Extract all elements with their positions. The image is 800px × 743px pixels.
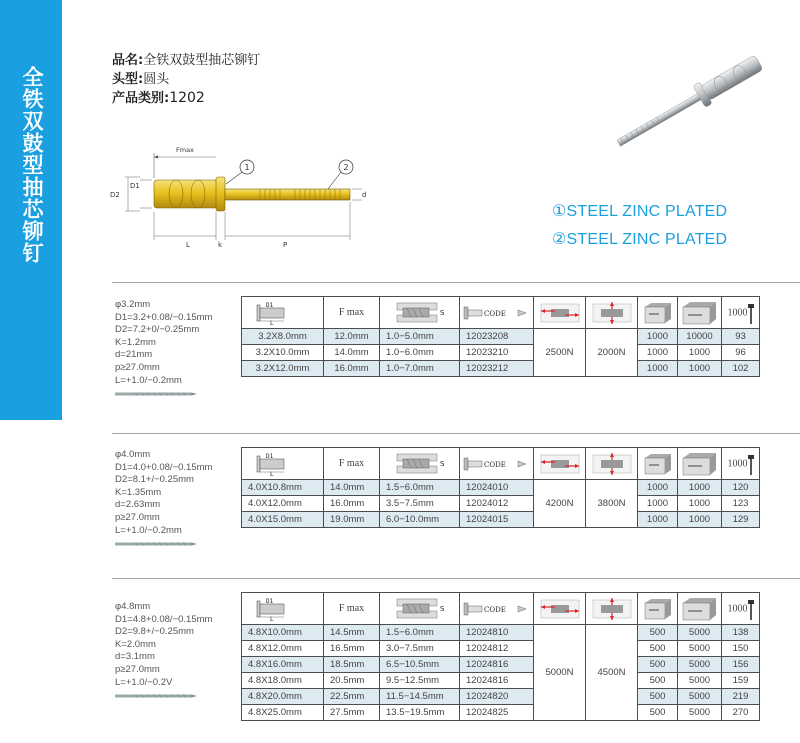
fmax-header: F max bbox=[324, 593, 380, 625]
shear-force-icon bbox=[534, 448, 586, 480]
table-header-row bbox=[242, 448, 760, 480]
d2-label: D2 bbox=[110, 191, 120, 199]
spec-line: K=2.0mm bbox=[115, 638, 156, 650]
svg-text:CODE: CODE bbox=[483, 605, 506, 614]
grip-range-icon bbox=[380, 448, 460, 480]
carton-pack-icon bbox=[678, 448, 722, 480]
box-pack-icon bbox=[638, 297, 678, 329]
table-row: 3.2X12.0mm 16.0mm 1.0−7.0mm 12023212 1000 1000 102 bbox=[242, 361, 760, 377]
spec-line: d=2.63mm bbox=[115, 499, 161, 511]
spec-line: D1=3.2+0.08/−0.15mm bbox=[115, 311, 213, 323]
spec-line: L=+1.0/−0.2mm bbox=[115, 374, 182, 386]
spec-line: D1=4.0+0.08/−0.15mm bbox=[115, 461, 213, 473]
table-row: 4.0X15.0mm 19.0mm 6.0−10.0mm 12024015 1000 1000 129 bbox=[242, 512, 760, 528]
spec-line: D2=9.8+/−0.25mm bbox=[115, 626, 194, 638]
carton-pack-icon bbox=[678, 593, 722, 625]
spec-list-4-0 bbox=[115, 449, 212, 547]
shear-force-icon bbox=[534, 297, 586, 329]
svg-text:CODE: CODE bbox=[483, 460, 506, 469]
rivet-sleeve bbox=[154, 180, 217, 208]
spec-line: K=1.2mm bbox=[115, 336, 156, 348]
box-pack-icon bbox=[638, 593, 678, 625]
svg-text:2: 2 bbox=[343, 163, 349, 172]
code-header bbox=[460, 448, 534, 480]
plating-part-1: ①STEEL ZINC PLATED bbox=[552, 203, 728, 220]
shear-value: 2500N bbox=[534, 329, 586, 377]
sidebar-title: 全铁双鼓型抽芯铆钉 bbox=[20, 66, 44, 264]
d-label: d bbox=[362, 191, 367, 199]
spec-line: φ3.2mm bbox=[115, 299, 151, 310]
l-label: L bbox=[186, 241, 190, 249]
tensile-value: 3800N bbox=[586, 480, 638, 528]
spec-line: D2=7.2+0/−0.25mm bbox=[115, 324, 200, 336]
product-info bbox=[112, 51, 260, 108]
svg-text:D1: D1 bbox=[265, 301, 273, 309]
table-row: 4.8X16.0mm 18.5mm 6.5−10.5mm 12024816 500 5000 156 bbox=[242, 657, 760, 673]
quantity-header: 1000 bbox=[722, 593, 760, 625]
spec-line: K=1.35mm bbox=[115, 486, 162, 498]
spec-list-4-8 bbox=[115, 601, 212, 699]
d1-label: D1 bbox=[130, 182, 140, 190]
svg-text:L: L bbox=[269, 470, 274, 477]
category-code: 1202 bbox=[169, 90, 205, 106]
code-header bbox=[460, 593, 534, 625]
carton-pack-icon bbox=[678, 297, 722, 329]
table-row: 4.8X12.0mm 16.5mm 3.0−7.5mm 12024812 500 5000 150 bbox=[242, 641, 760, 657]
spec-line: p≥27.0mm bbox=[115, 361, 160, 373]
head-type-line: 头型:圆头 bbox=[112, 72, 170, 87]
svg-text:CODE: CODE bbox=[483, 309, 506, 318]
product-name-line: 品名:全铁双鼓型抽芯铆钉 bbox=[112, 53, 261, 68]
mandrel bbox=[225, 189, 350, 200]
spec-line: D1=4.8+0.08/−0.15mm bbox=[115, 613, 213, 625]
spec-line: p≥27.0mm bbox=[115, 663, 160, 675]
quantity-header: 1000 bbox=[722, 297, 760, 329]
spec-table-4-8 bbox=[241, 592, 760, 721]
rivet-product-photo bbox=[598, 52, 788, 147]
table-header-row bbox=[242, 297, 760, 329]
svg-text:L: L bbox=[269, 319, 274, 326]
drill-bit-icon bbox=[115, 541, 197, 547]
tensile-value: 2000N bbox=[586, 329, 638, 377]
rivet-dimension-icon bbox=[242, 297, 324, 329]
svg-text:S: S bbox=[439, 459, 444, 468]
p-label: P bbox=[283, 241, 288, 249]
svg-text:L: L bbox=[269, 615, 274, 622]
plating-part-2: ②STEEL ZINC PLATED bbox=[552, 231, 728, 248]
spec-line: D2=8.1+/−0.25mm bbox=[115, 474, 194, 486]
spec-table-3-2 bbox=[241, 296, 760, 377]
spec-list-3-2 bbox=[115, 299, 212, 397]
table-row: 4.8X20.0mm 22.5mm 11.5−14.5mm 12024820 500 5000 219 bbox=[242, 689, 760, 705]
table-row: 4.0X10.8mm 14.0mm 1.5−6.0mm 12024010 4200N 3800N 1000 1000 120 bbox=[242, 480, 760, 496]
tensile-value: 4500N bbox=[586, 625, 638, 721]
category-line: 产品类别:1202 bbox=[112, 90, 205, 106]
table-row: 4.8X10.0mm 14.5mm 1.5−6.0mm 12024810 5000N 4500N 500 5000 138 bbox=[242, 625, 760, 641]
svg-text:D1: D1 bbox=[265, 452, 273, 460]
drill-bit-icon bbox=[115, 693, 197, 699]
table-row: 4.0X12.0mm 16.0mm 3.5−7.5mm 12024012 1000 1000 123 bbox=[242, 496, 760, 512]
sidebar-banner bbox=[0, 0, 62, 420]
drill-bit-icon bbox=[115, 391, 197, 397]
grip-range-icon bbox=[380, 593, 460, 625]
spec-line: d=21mm bbox=[115, 349, 153, 361]
shear-force-icon bbox=[534, 593, 586, 625]
spec-line: L=+1.0/−0.2mm bbox=[115, 524, 182, 536]
table-row: 4.8X18.0mm 20.5mm 9.5−12.5mm 12024816 500 5000 159 bbox=[242, 673, 760, 689]
table-header-row bbox=[242, 593, 760, 625]
svg-text:S: S bbox=[439, 604, 444, 613]
rivet-dimension-icon bbox=[242, 593, 324, 625]
quantity-header: 1000 bbox=[722, 448, 760, 480]
shear-value: 4200N bbox=[534, 480, 586, 528]
k-label: k bbox=[218, 241, 223, 249]
shear-value: 5000N bbox=[534, 625, 586, 721]
fmax-header: F max bbox=[324, 448, 380, 480]
section-divider bbox=[112, 282, 800, 283]
spec-line: p≥27.0mm bbox=[115, 511, 160, 523]
table-row: 3.2X8.0mm 12.0mm 1.0−5.0mm 12023208 2500N 2000N 1000 10000 93 bbox=[242, 329, 760, 345]
svg-text:1: 1 bbox=[244, 163, 250, 172]
rivet-dimension-icon bbox=[242, 448, 324, 480]
tensile-force-icon bbox=[586, 297, 638, 329]
tensile-force-icon bbox=[586, 593, 638, 625]
head-type: 圆头 bbox=[143, 72, 170, 87]
rivet-head bbox=[216, 177, 225, 211]
grip-range-icon bbox=[380, 297, 460, 329]
box-pack-icon bbox=[638, 448, 678, 480]
spec-line: d=3.1mm bbox=[115, 651, 155, 663]
section-divider bbox=[112, 433, 800, 434]
code-header bbox=[460, 297, 534, 329]
product-name: 全铁双鼓型抽芯铆钉 bbox=[143, 53, 261, 68]
section-divider bbox=[112, 578, 800, 579]
fmax-label: Fmax bbox=[176, 146, 194, 154]
table-row: 3.2X10.0mm 14.0mm 1.0−6.0mm 12023210 1000 1000 96 bbox=[242, 345, 760, 361]
rivet-dimension-diagram bbox=[100, 140, 370, 255]
spec-line: L=+1.0/−0.2V bbox=[115, 676, 173, 688]
spec-table-4-0 bbox=[241, 447, 760, 528]
tensile-force-icon bbox=[586, 448, 638, 480]
table-row: 4.8X25.0mm 27.5mm 13.5−19.5mm 12024825 500 5000 270 bbox=[242, 705, 760, 721]
spec-line: φ4.0mm bbox=[115, 449, 151, 460]
fmax-header: F max bbox=[324, 297, 380, 329]
spec-line: φ4.8mm bbox=[115, 601, 151, 612]
svg-text:S: S bbox=[439, 308, 444, 317]
svg-text:D1: D1 bbox=[265, 597, 273, 605]
